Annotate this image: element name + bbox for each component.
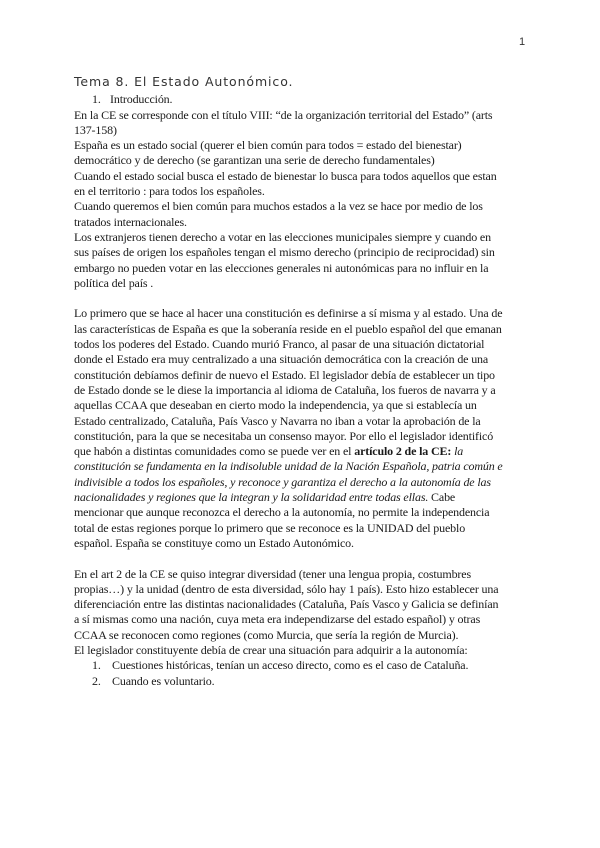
intro-line: Los extranjeros tienen derecho a votar en las elecciones municipales siempre y cuando en sus países de origen los españoles tengan el mismo derecho (principio de reciprocidad) sin embargo no pueden votar en las elecciones generales ni autonómicas para no influir en la política del país . xyxy=(74,229,495,290)
paragraph-legislator: El legislador constituyente debía de crear una situación para adquirir a la autonomía: xyxy=(74,642,468,657)
intro-line: España es un estado social (querer el bien común para todos = estado del bienestar) democrático y de derecho (se garantizan una serie de derecho fundamentales) xyxy=(74,138,462,168)
list-item xyxy=(92,658,504,673)
paragraph-diversity: En el art 2 de la CE se quiso integrar diversidad (tener una lengua propia, costumbres propias…) y la unidad (dentro de esta diversidad, sólo hay 1 país). Esto hizo establecer una diferenciación entre las distintas nacionalidades (Cataluña, País Vasco y Galicia se definían a sí mismas como una nación, cuya meta era independizarse del estado español) y otras CCAA se reconocen como regiones (como Murcia, que sería la región de Murcia). xyxy=(74,566,499,642)
document-body xyxy=(74,74,504,689)
section-number: 1. xyxy=(92,92,101,107)
paragraph-text: Lo primero que se hace al hacer una constitución es definirse a sí misma y al estado. Una de las características de España es que la soberanía reside en el pueblo español del que emanan todos los poderes del Estado. Cuando murió Franco, al pasar de una situación dictatorial donde el Estado era muy centralizado a una situación democrática con la creación de una constitución debíamos definir de nuevo el Estado. El legislador debía de establecer un tipo de Estado donde se le diese la importancia al idioma de Cataluña, los fueros de navarra y a aquellas CCAA que deseaban en cierto modo la independencia, ya que si establecía un Estado centralizado, Cataluña, País Vasco y Navarra no iban a votar la aprobación de la constitución, para la que se necesitaba un consenso mayor. Por ello el legislador identificó que habón a distintas comunidades como se puede ver en el xyxy=(74,306,503,459)
list-number: 2. xyxy=(92,673,101,688)
list-text: Cuestiones históricas, tenían un acceso directo, como es el caso de Cataluña. xyxy=(112,658,469,673)
page-number: 1 xyxy=(519,36,526,48)
section-heading xyxy=(92,92,504,107)
document-title: Tema 8. El Estado Autonómico. xyxy=(74,74,294,89)
autonomy-list xyxy=(74,658,504,689)
intro-line: Cuando el estado social busca el estado de bienestar lo busca para todos aquellos que estan en el territorio : para todos los españoles. xyxy=(74,168,497,199)
article-reference: artículo 2 de la CE: xyxy=(354,444,452,459)
list-text: Cuando es voluntario. xyxy=(112,673,215,688)
intro-line: En la CE se corresponde con el título VIII: “de la organización territorial del Estado” (arts 137-158) xyxy=(74,107,493,137)
list-item xyxy=(92,674,504,689)
article-quote: la constitución se fundamenta en la indisoluble unidad de la Nación Española, patria común e indivisible a todos los españoles, y reconoce y garantiza el derecho a la autonomía de las nacionalidades y regiones que la integran y la solidaridad entre todas ellas. xyxy=(74,444,503,505)
section-label: Introducción. xyxy=(110,92,173,107)
intro-line: Cuando queremos el bien común para muchos estados a la vez se hace por medio de los tratados internacionales. xyxy=(74,199,483,229)
paragraph-text: Cabe mencionar que aunque reconozca el derecho a la autonomía, no permite la independencia total de estas regiones porque lo primero que se reconoce es la UNIDAD del pueblo español. España se constituye como un Estado Autonómico. xyxy=(74,490,490,550)
list-number: 1. xyxy=(92,658,101,673)
paragraph-constitution xyxy=(74,306,504,551)
